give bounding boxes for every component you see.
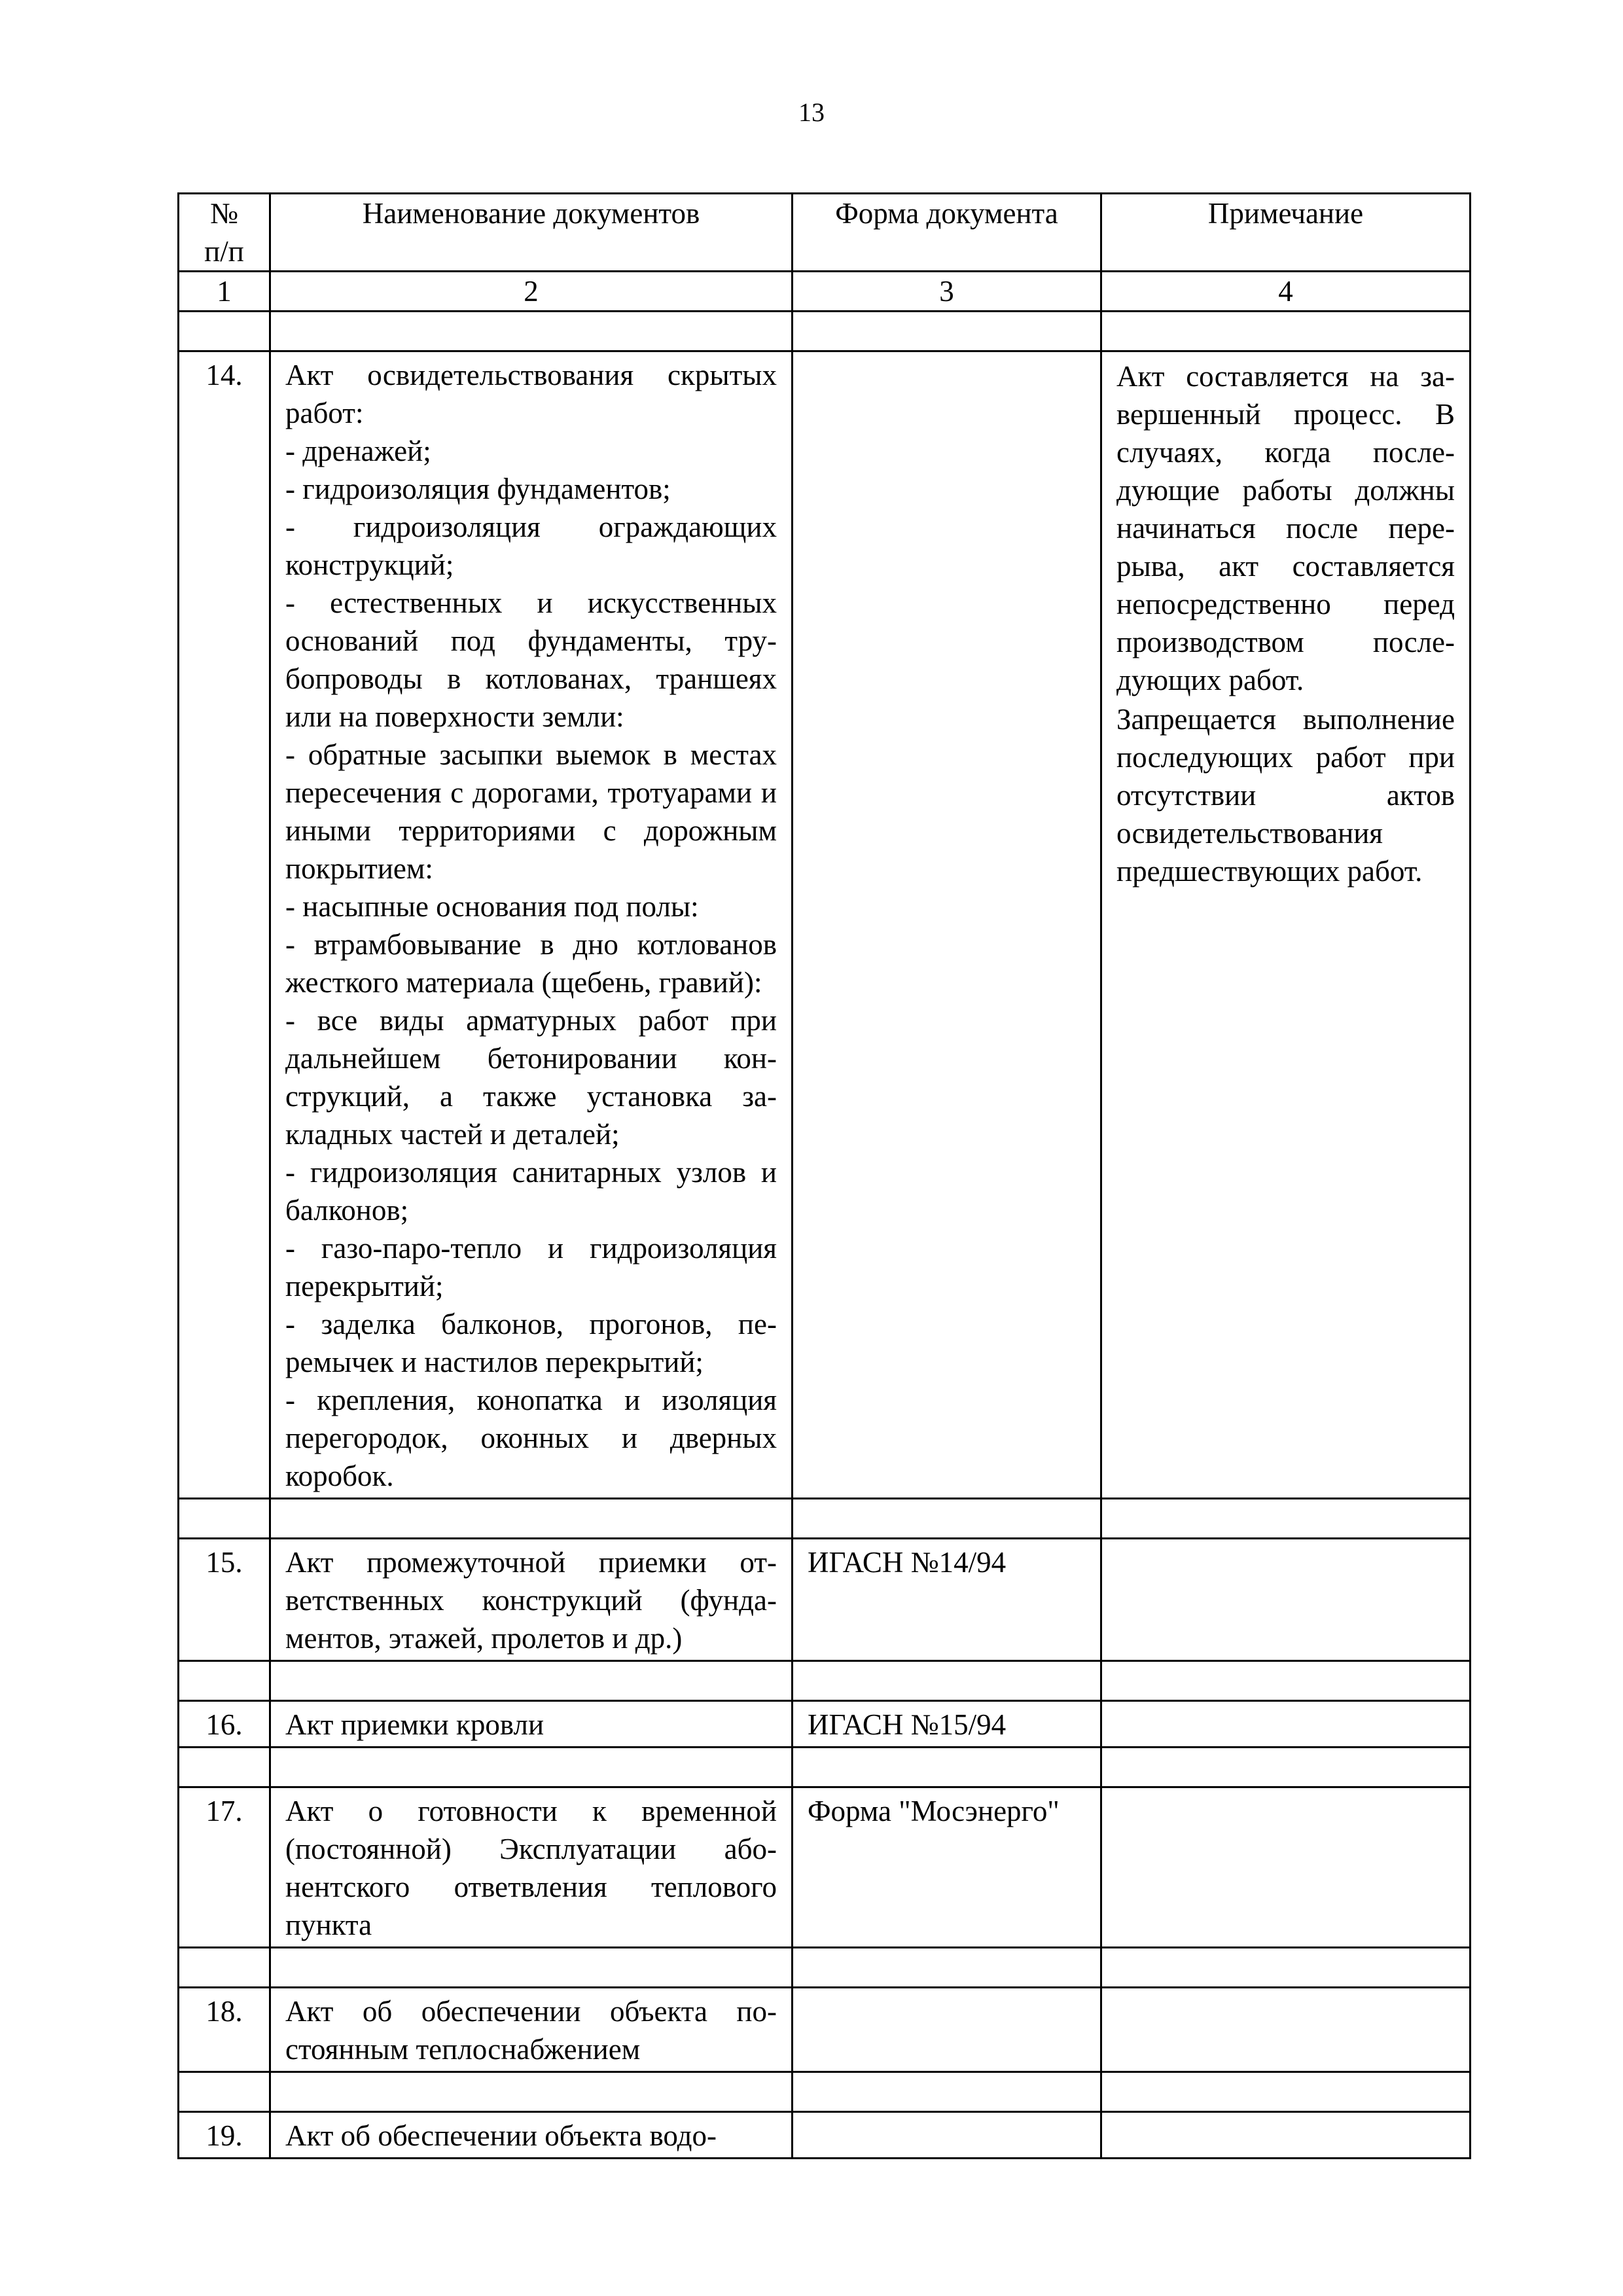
- row-number: 15.: [179, 1539, 270, 1661]
- spacer-row: [179, 1948, 1471, 1988]
- document-name-cell: Акт приемки кровли: [270, 1701, 793, 1748]
- header-number-cell: [179, 194, 270, 272]
- spacer-row: [179, 1661, 1471, 1701]
- note-cell: [1101, 1787, 1471, 1948]
- document-name-line: - гидроизоляция санитарных узлов и балконов;: [285, 1156, 777, 1227]
- document-name-line: - естественных и искусственных оснований под фундаменты, трубопроводы в котлованах, траншеях или на поверхности земли:: [285, 586, 777, 733]
- document-name-line: - гидроизоляция фундаментов;: [285, 473, 671, 505]
- spacer-row: [179, 2072, 1471, 2112]
- document-name-line: - крепления, конопатка и изоляция перегородок, оконных и дверных коробок.: [285, 1384, 777, 1492]
- note-paragraph: Запрещается выполнение последующих работ при отсутствии актов освидетельствования предшествующих работ.: [1116, 703, 1455, 888]
- document-name-line: - газо-паро-тепло и гидроизоляция перекрытий;: [285, 1232, 777, 1302]
- document-form-cell: ИГАСН №15/94: [793, 1701, 1101, 1748]
- document-name-line: - гидроизоляция ограждающих конструкций;: [285, 511, 777, 581]
- column-numbers-row: [179, 272, 1471, 312]
- documents-table: [177, 192, 1471, 2159]
- column-number-1: 1: [179, 272, 270, 312]
- header-number-sign: №: [210, 197, 238, 230]
- document-name-cell: Акт об обеспечении объекта водо-: [270, 2112, 793, 2159]
- table-row: [179, 2112, 1471, 2159]
- header-note: Примечание: [1101, 194, 1471, 272]
- header-number-abbr: п/п: [204, 235, 244, 268]
- table-header-row: [179, 194, 1471, 272]
- row-number: 18.: [179, 1988, 270, 2072]
- document-name-cell: Акт о готовности к временной (постоянной) Эксплуатации абонентского ответвления теплового пункта: [270, 1787, 793, 1948]
- spacer-row: [179, 1499, 1471, 1539]
- document-name-cell: [270, 351, 793, 1499]
- document-name-cell: Акт промежуточной приемки ответственных конструкций (фундаментов, этажей, пролетов и др.): [270, 1539, 793, 1661]
- note-cell: [1101, 1539, 1471, 1661]
- table-row: [179, 351, 1471, 1499]
- document-form-cell: ИГАСН №14/94: [793, 1539, 1101, 1661]
- spacer-row: [179, 312, 1471, 351]
- spacer-row: [179, 1748, 1471, 1787]
- table-row: [179, 1787, 1471, 1948]
- note-cell: [1101, 2112, 1471, 2159]
- row-number: 19.: [179, 2112, 270, 2159]
- column-number-3: 3: [793, 272, 1101, 312]
- document-name-cell: Акт об обеспечении объекта постоянным теплоснабжением: [270, 1988, 793, 2072]
- document-name-line: - втрамбовывание в дно котлованов жесткого материала (щебень, гравий):: [285, 928, 777, 999]
- document-name-line: - дренажей;: [285, 435, 431, 467]
- document-name-line: - все виды арматурных работ при дальнейшем бетонировании конструкций, а также установка закладных частей и деталей;: [285, 1004, 777, 1151]
- page-number: 13: [798, 98, 825, 127]
- header-document-name: Наименование документов: [270, 194, 793, 272]
- note-cell: [1101, 1988, 1471, 2072]
- document-name-line: - обратные засыпки выемок в местах пересечения с дорогами, тротуарами и иными территориями с дорожным покрытием:: [285, 738, 777, 885]
- note-cell: [1101, 1701, 1471, 1748]
- row-number: 14.: [179, 351, 270, 1499]
- document-form-cell: [793, 2112, 1101, 2159]
- row-number: 16.: [179, 1701, 270, 1748]
- row-number: 17.: [179, 1787, 270, 1948]
- column-number-4: 4: [1101, 272, 1471, 312]
- document-name-line: - заделка балконов, прогонов, перемычек и настилов перекрытий;: [285, 1308, 777, 1378]
- column-number-2: 2: [270, 272, 793, 312]
- table-row: [179, 1701, 1471, 1748]
- document-name-line: - насыпные основания под полы:: [285, 890, 699, 923]
- header-document-form: Форма документа: [793, 194, 1101, 272]
- table-row: [179, 1539, 1471, 1661]
- document-form-cell: [793, 1988, 1101, 2072]
- note-cell: [1101, 351, 1471, 1499]
- note-paragraph: Акт составляется на завершенный процесс. В случаях, когда последующие работы должны начинаться после перерыва, акт составляется непосредственно перед производством последующих работ.: [1116, 360, 1455, 696]
- document-name-line: Акт освидетельствования скрытых работ:: [285, 359, 777, 429]
- document-form-cell: [793, 351, 1101, 1499]
- table-row: [179, 1988, 1471, 2072]
- document-form-cell: Форма "Мосэнерго": [793, 1787, 1101, 1948]
